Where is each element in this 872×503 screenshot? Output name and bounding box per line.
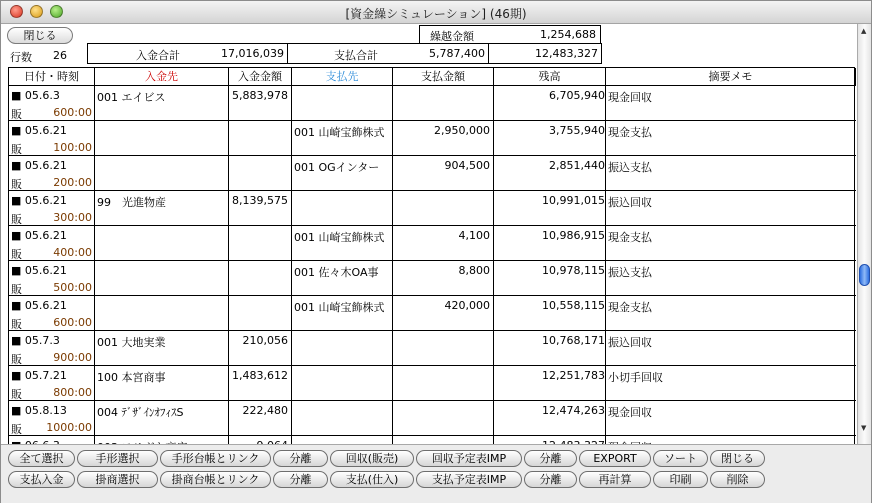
cell-balance[interactable]	[494, 296, 606, 331]
row-balance: 12,251,783	[542, 369, 605, 382]
row-memo: 小切手回収	[608, 371, 663, 384]
row-time: 600:00	[53, 316, 92, 329]
row-date: ■ 05.7.21	[11, 369, 67, 382]
row-time: 400:00	[53, 246, 92, 259]
scroll-down-icon[interactable]: ▼	[861, 424, 867, 432]
row-time: 500:00	[53, 281, 92, 294]
cell-payee-out[interactable]	[292, 261, 393, 296]
carry-box	[419, 25, 601, 44]
close-button[interactable]: 閉じる	[7, 27, 73, 44]
cell-date[interactable]	[9, 121, 95, 156]
payment-total-box	[287, 43, 489, 64]
table-row[interactable]	[9, 191, 856, 226]
cell-payee-in[interactable]	[95, 331, 229, 366]
cell-date[interactable]	[9, 366, 95, 401]
column-header-amount-out[interactable]: 支払金額	[393, 68, 494, 86]
cell-memo[interactable]	[606, 366, 856, 401]
row-payee-in: 99 光進物産	[97, 196, 166, 209]
table-row[interactable]	[9, 121, 856, 156]
row-amount-out: 2,950,000	[434, 124, 490, 137]
balance-total-value: 12,483,327	[535, 47, 598, 60]
cell-memo[interactable]	[606, 261, 856, 296]
row-date: ■ 05.8.13	[11, 404, 67, 417]
row-date: ■ 05.6.21	[11, 229, 67, 242]
row-count-label: 行数	[10, 51, 32, 64]
table-row[interactable]	[9, 366, 856, 401]
income-total-value: 17,016,039	[221, 47, 284, 60]
cell-amount-out[interactable]	[393, 121, 494, 156]
row-time: 800:00	[53, 386, 92, 399]
row-amount-in: 8,139,575	[232, 194, 288, 207]
cell-payee-out[interactable]	[292, 366, 393, 401]
cell-payee-in[interactable]	[95, 121, 229, 156]
cell-amount-out[interactable]	[393, 331, 494, 366]
cell-date[interactable]	[9, 261, 95, 296]
separate-4-button[interactable]: 分離	[524, 471, 577, 488]
row-memo: 現金回収	[608, 406, 652, 419]
cell-amount-out[interactable]	[393, 366, 494, 401]
column-header-payee-in[interactable]: 入金先	[95, 68, 229, 86]
cell-balance[interactable]	[494, 331, 606, 366]
row-division: 販	[11, 108, 22, 121]
table-row[interactable]	[9, 296, 856, 331]
separate-3-button[interactable]: 分離	[273, 471, 328, 488]
row-division: 販	[11, 143, 22, 156]
cell-payee-out[interactable]	[292, 296, 393, 331]
cell-payee-out[interactable]	[292, 191, 393, 226]
column-header-date[interactable]: 日付・時刻	[9, 68, 95, 86]
print-button[interactable]: 印刷	[653, 471, 708, 488]
cell-amount-out[interactable]	[393, 401, 494, 436]
cell-amount-out[interactable]	[393, 226, 494, 261]
window-title: [資金繰シミュレーション] (46期)	[345, 7, 527, 21]
row-division: 販	[11, 283, 22, 296]
row-balance: 3,755,940	[549, 124, 605, 137]
row-time: 100:00	[53, 141, 92, 154]
cell-amount-in[interactable]	[229, 331, 292, 366]
row-time: 600:00	[53, 106, 92, 119]
row-date: ■ 05.6.21	[11, 264, 67, 277]
row-date: ■ 05.6.3	[11, 89, 60, 102]
row-time: 300:00	[53, 211, 92, 224]
row-amount-out: 904,500	[444, 159, 490, 172]
note-ledger-link-button[interactable]: 手形台帳とリンク	[160, 450, 271, 467]
row-time: 900:00	[53, 351, 92, 364]
cell-amount-out[interactable]	[393, 261, 494, 296]
cell-payee-out[interactable]	[292, 331, 393, 366]
cell-payee-in[interactable]	[95, 191, 229, 226]
row-memo: 振込支払	[608, 161, 652, 174]
cell-balance[interactable]	[494, 366, 606, 401]
cell-balance[interactable]	[494, 191, 606, 226]
row-count-value: 26	[53, 49, 67, 62]
table-row[interactable]	[9, 401, 856, 436]
row-memo: 現金支払	[608, 126, 652, 139]
payment-purchase-button[interactable]: 支払(仕入)	[330, 471, 414, 488]
payment-schedule-imp-button[interactable]: 支払予定表IMP	[416, 471, 522, 488]
row-amount-in: 210,056	[242, 334, 288, 347]
collection-schedule-imp-button[interactable]: 回収予定表IMP	[416, 450, 522, 467]
row-memo: 振込回収	[608, 196, 652, 209]
cell-payee-in[interactable]	[95, 366, 229, 401]
cell-amount-in[interactable]	[229, 296, 292, 331]
select-all-button[interactable]: 全て選択	[8, 450, 75, 467]
cell-memo[interactable]	[606, 156, 856, 191]
row-payee-out: 001 山崎宝飾株式	[294, 301, 385, 314]
cell-payee-in[interactable]	[95, 401, 229, 436]
cell-payee-in[interactable]	[95, 261, 229, 296]
cell-amount-in[interactable]	[229, 261, 292, 296]
cell-payee-in[interactable]	[95, 156, 229, 191]
row-payee-in: 001 大地実業	[97, 336, 166, 349]
row-division: 販	[11, 353, 22, 366]
cell-date[interactable]	[9, 191, 95, 226]
balance-total-box	[488, 43, 602, 64]
carry-value: 1,254,688	[540, 28, 596, 41]
cell-amount-in[interactable]	[229, 226, 292, 261]
cell-memo[interactable]	[606, 191, 856, 226]
vertical-scrollbar[interactable]	[857, 24, 871, 444]
cell-memo[interactable]	[606, 86, 856, 121]
cell-date[interactable]	[9, 86, 95, 121]
cell-memo[interactable]	[606, 226, 856, 261]
cashflow-table	[8, 67, 855, 457]
row-time: 200:00	[53, 176, 92, 189]
row-payee-out: 001 山崎宝飾株式	[294, 126, 385, 139]
row-division: 販	[11, 388, 22, 401]
row-memo: 振込支払	[608, 266, 652, 279]
credit-ledger-link-button[interactable]: 掛商台帳とリンク	[160, 471, 271, 488]
close-bottom-button[interactable]: 閉じる	[710, 450, 765, 467]
row-balance: 10,978,115	[542, 264, 605, 277]
cell-date[interactable]	[9, 401, 95, 436]
payment-total-value: 5,787,400	[429, 47, 485, 60]
row-balance: 10,986,915	[542, 229, 605, 242]
row-amount-in: 1,483,612	[232, 369, 288, 382]
row-division: 販	[11, 423, 22, 436]
cell-balance[interactable]	[494, 86, 606, 121]
cell-date[interactable]	[9, 296, 95, 331]
cell-payee-out[interactable]	[292, 401, 393, 436]
cell-payee-in[interactable]	[95, 86, 229, 121]
cell-amount-in[interactable]	[229, 191, 292, 226]
cell-balance[interactable]	[494, 401, 606, 436]
row-time: 1000:00	[46, 421, 92, 434]
row-balance: 6,705,940	[549, 89, 605, 102]
cell-balance[interactable]	[494, 121, 606, 156]
row-memo: 現金回収	[608, 91, 652, 104]
table-row[interactable]	[9, 226, 856, 261]
cell-payee-out[interactable]	[292, 226, 393, 261]
cell-payee-in[interactable]	[95, 296, 229, 331]
column-header-payee-out[interactable]: 支払先	[292, 68, 393, 86]
row-amount-in: 222,480	[242, 404, 288, 417]
table-row[interactable]	[9, 331, 856, 366]
cell-payee-out[interactable]	[292, 121, 393, 156]
cell-memo[interactable]	[606, 121, 856, 156]
cell-date[interactable]	[9, 226, 95, 261]
payment-total-label: 支払合計	[334, 49, 378, 62]
row-balance: 10,768,171	[542, 334, 605, 347]
sort-button[interactable]: ソート	[653, 450, 708, 467]
cell-date[interactable]	[9, 331, 95, 366]
row-balance: 10,558,115	[542, 299, 605, 312]
row-amount-out: 4,100	[458, 229, 490, 242]
cell-amount-in[interactable]	[229, 121, 292, 156]
row-payee-in: 004 ﾃﾞｻﾞｲﾝｵﾌｨｽS	[97, 406, 184, 419]
scroll-thumb[interactable]	[859, 264, 870, 286]
row-memo: 振込回収	[608, 336, 652, 349]
row-balance: 12,474,263	[542, 404, 605, 417]
cell-memo[interactable]	[606, 296, 856, 331]
income-total-box	[87, 43, 288, 64]
cell-memo[interactable]	[606, 331, 856, 366]
cell-balance[interactable]	[494, 156, 606, 191]
separate-button[interactable]: 分離	[273, 450, 328, 467]
row-balance: 10,991,015	[542, 194, 605, 207]
row-date: ■ 05.6.21	[11, 159, 67, 172]
cell-amount-out[interactable]	[393, 86, 494, 121]
cell-amount-in[interactable]	[229, 401, 292, 436]
row-division: 販	[11, 248, 22, 261]
cell-amount-in[interactable]	[229, 366, 292, 401]
cell-balance[interactable]	[494, 226, 606, 261]
row-balance: 2,851,440	[549, 159, 605, 172]
title-bar	[1, 1, 871, 24]
column-header-amount-in[interactable]: 入金金額	[229, 68, 292, 86]
note-select-button[interactable]: 手形選択	[77, 450, 158, 467]
table-row[interactable]	[9, 261, 856, 296]
row-amount-out: 420,000	[444, 299, 490, 312]
income-total-label: 入金合計	[136, 49, 180, 62]
cell-payee-in[interactable]	[95, 226, 229, 261]
cell-amount-out[interactable]	[393, 191, 494, 226]
table-row[interactable]	[9, 86, 856, 121]
separate-2-button[interactable]: 分離	[524, 450, 577, 467]
row-date: ■ 05.6.21	[11, 194, 67, 207]
scroll-up-icon[interactable]: ▲	[861, 27, 867, 35]
cell-amount-out[interactable]	[393, 156, 494, 191]
cell-payee-out[interactable]	[292, 156, 393, 191]
cell-balance[interactable]	[494, 261, 606, 296]
payment-deposit-button[interactable]: 支払入金	[8, 471, 75, 488]
row-payee-in: 001 エイビス	[97, 91, 166, 104]
column-header-memo[interactable]: 摘要メモ	[606, 68, 856, 86]
row-memo: 現金支払	[608, 301, 652, 314]
recalculate-button[interactable]: 再計算	[579, 471, 651, 488]
cell-amount-in[interactable]	[229, 156, 292, 191]
cell-payee-out[interactable]	[292, 86, 393, 121]
cell-memo[interactable]	[606, 401, 856, 436]
carry-label: 繰越金額	[430, 30, 474, 43]
row-date: ■ 05.7.3	[11, 334, 60, 347]
cell-amount-out[interactable]	[393, 296, 494, 331]
row-division: 販	[11, 318, 22, 331]
cell-amount-in[interactable]	[229, 86, 292, 121]
row-payee-in: 100 本宮商事	[97, 371, 166, 384]
row-amount-in: 5,883,978	[232, 89, 288, 102]
button-bar	[1, 444, 871, 503]
column-header-balance[interactable]: 残高	[494, 68, 606, 86]
row-payee-out: 001 OGインター	[294, 161, 380, 174]
cell-date[interactable]	[9, 156, 95, 191]
table-row[interactable]	[9, 156, 856, 191]
row-amount-out: 8,800	[458, 264, 490, 277]
credit-select-button[interactable]: 掛商選択	[77, 471, 158, 488]
row-payee-out: 001 佐々木OA事	[294, 266, 379, 279]
row-payee-out: 001 山崎宝飾株式	[294, 231, 385, 244]
row-division: 販	[11, 178, 22, 191]
collection-sales-button[interactable]: 回収(販売)	[330, 450, 414, 467]
row-date: ■ 05.6.21	[11, 299, 67, 312]
row-date: ■ 05.6.21	[11, 124, 67, 137]
delete-button[interactable]: 削除	[710, 471, 765, 488]
row-memo: 現金支払	[608, 231, 652, 244]
row-division: 販	[11, 213, 22, 226]
export-button[interactable]: EXPORT	[579, 450, 651, 467]
